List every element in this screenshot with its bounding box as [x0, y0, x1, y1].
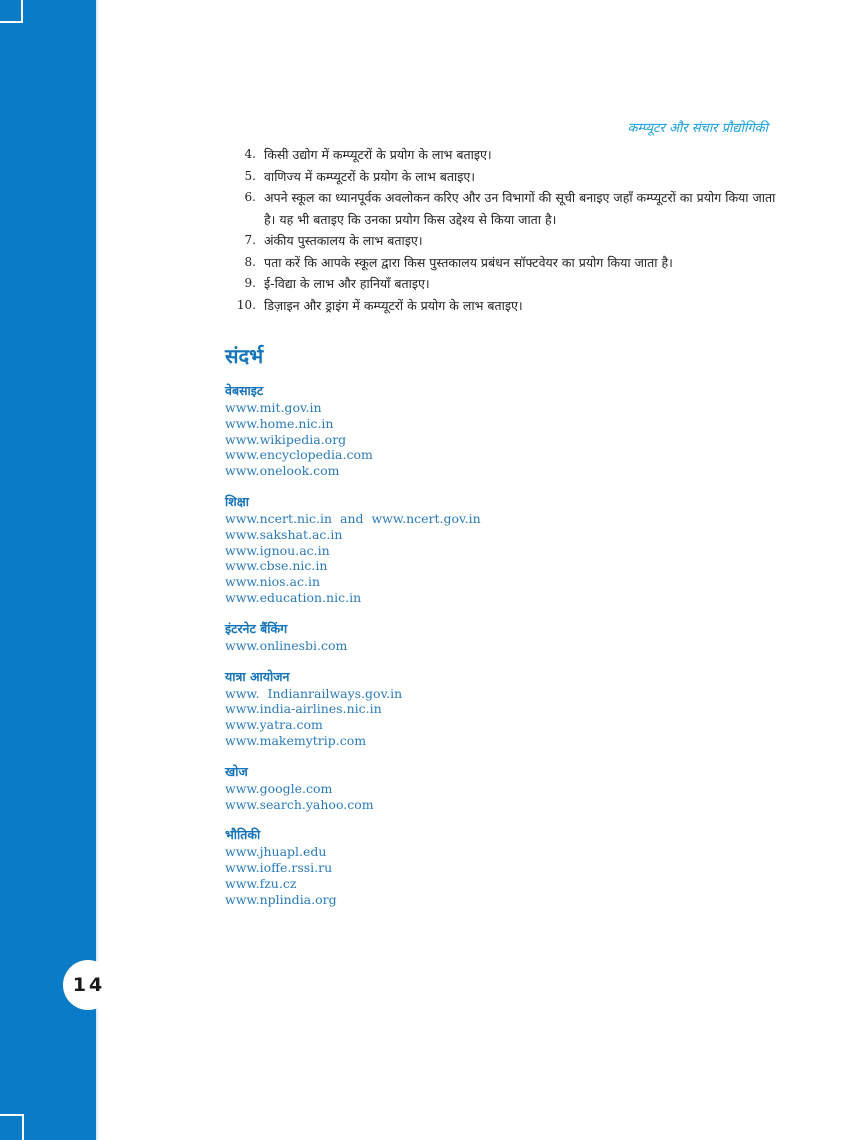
ref-heading: यात्रा आयोजन: [225, 668, 290, 684]
ref-link[interactable]: www.home.nic.in: [225, 415, 334, 431]
ref-link[interactable]: www.wikipedia.org: [225, 431, 347, 447]
ref-link[interactable]: www.onelook.com: [225, 463, 340, 479]
ref-heading: इंटरनेट बैंकिंग: [225, 620, 288, 636]
question-text: डिज़ाइन और ड्राइंग में कम्प्यूटरों के प्रयोग के लाभ बताइए।: [264, 297, 523, 313]
ref-group-websites: [225, 382, 725, 479]
references-title: संदर्भ: [225, 344, 264, 368]
page-number-badge: [63, 960, 113, 1010]
question-text: अपने स्कूल का ध्यानपूर्वक अवलोकन करिए और उन विभागों की सूची बनाइए जहाँ कम्प्यूटरों का प्रयोग किया जाता है। यह भी बताइए कि उनका प्रयोग किस उद्देश्य से किया जाता है।: [264, 190, 776, 227]
ref-link[interactable]: www.nios.ac.in: [225, 574, 321, 590]
exercise-questions: [222, 144, 782, 316]
ref-group-physics: [225, 826, 725, 907]
question-item: [222, 166, 782, 188]
question-number: 6.: [244, 190, 256, 204]
ref-link[interactable]: www.yatra.com: [225, 717, 323, 733]
ref-link[interactable]: www.onlinesbi.com: [225, 637, 348, 653]
question-item: [222, 230, 782, 252]
question-text: वाणिज्य में कम्प्यूटरों के प्रयोग के लाभ बताइए।: [264, 168, 476, 184]
running-header: कम्प्यूटर और संचार प्रौद्योगिकी: [627, 121, 768, 136]
question-number: 8.: [244, 254, 256, 269]
question-number: 9.: [244, 276, 256, 290]
ref-group-education: [225, 493, 725, 606]
ref-link[interactable]: www.nplindia.org: [225, 891, 337, 907]
ref-link[interactable]: www.makemytrip.com: [225, 732, 367, 748]
crop-mark-top: [0, 0, 23, 23]
ref-link[interactable]: www.ioffe.rssi.ru: [225, 860, 333, 876]
ref-link[interactable]: www.ncert.nic.in and www.ncert.gov.in: [225, 510, 481, 526]
question-item: [222, 252, 782, 274]
question-text: पता करें कि आपके स्कूल द्वारा किस पुस्तकालय प्रबंधन सॉफ्टवेयर का प्रयोग किया जाता है।: [264, 254, 673, 270]
ref-group-search: [225, 763, 725, 813]
question-item: [222, 144, 782, 166]
page-number: 14: [72, 974, 106, 996]
ref-link[interactable]: www.search.yahoo.com: [225, 796, 374, 812]
question-number: 5.: [244, 168, 256, 183]
references-section: [225, 342, 725, 922]
ref-link[interactable]: www.ignou.ac.in: [225, 542, 330, 558]
ref-heading: वेबसाइट: [225, 383, 264, 398]
question-number: 4.: [244, 147, 256, 161]
question-number: 10.: [236, 297, 256, 312]
ref-link[interactable]: www.google.com: [225, 780, 333, 796]
question-number: 7.: [244, 233, 256, 247]
question-text: किसी उद्योग में कम्प्यूटरों के प्रयोग के लाभ बताइए।: [264, 147, 492, 162]
ref-link[interactable]: www.jhuapl.edu: [225, 844, 327, 860]
question-item: [222, 273, 782, 295]
ref-group-travel-planning: [225, 668, 725, 749]
question-item: [222, 187, 782, 230]
ref-group-internet-banking: [225, 620, 725, 654]
ref-link[interactable]: www.fzu.cz: [225, 875, 297, 891]
ref-link[interactable]: www.sakshat.ac.in: [225, 526, 343, 542]
ref-link[interactable]: www. Indianrailways.gov.in: [225, 685, 403, 701]
ref-heading: खोज: [225, 763, 248, 779]
ref-link[interactable]: www.cbse.nic.in: [225, 558, 328, 574]
crop-mark-bottom: [0, 1114, 24, 1140]
question-text: ई-विद्या के लाभ और हानियाँ बताइए।: [264, 276, 430, 291]
ref-link[interactable]: www.india-airlines.nic.in: [225, 701, 382, 717]
ref-link[interactable]: www.encyclopedia.com: [225, 447, 373, 463]
ref-heading: शिक्षा: [225, 493, 249, 509]
question-text: अंकीय पुस्तकालय के लाभ बताइए।: [264, 233, 423, 248]
ref-link[interactable]: www.education.nic.in: [225, 589, 362, 605]
question-item: [222, 295, 782, 317]
ref-link[interactable]: www.mit.gov.in: [225, 400, 322, 415]
ref-heading: भौतिकी: [225, 827, 261, 843]
